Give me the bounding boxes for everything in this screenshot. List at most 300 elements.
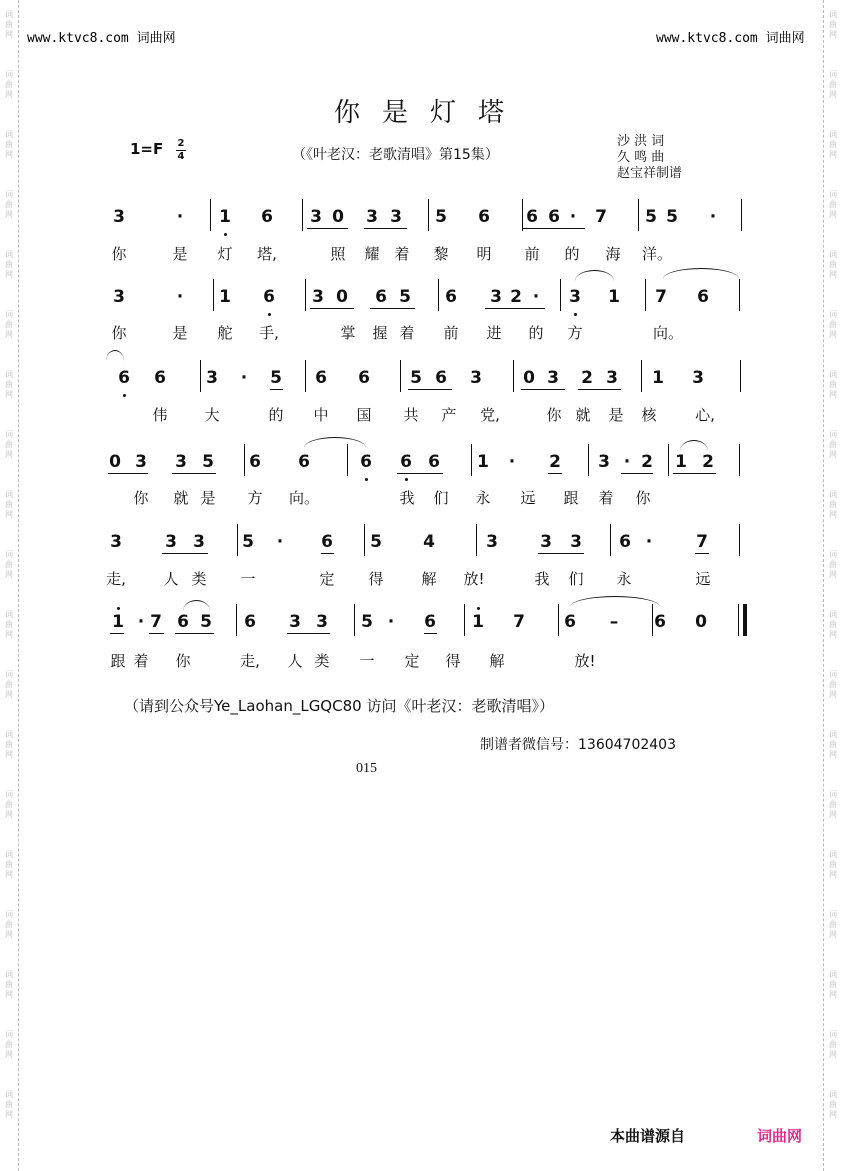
lyric-3-11: 是 — [608, 406, 624, 424]
lyric-4-11: 着 — [598, 489, 614, 507]
note-1-16: 5 — [666, 207, 678, 227]
lyric-6-5: 人 — [287, 652, 303, 670]
eighth-underline — [172, 473, 216, 474]
eighth-underline — [149, 633, 164, 634]
lyric-6-2: 着 — [133, 652, 149, 670]
watermark-text: 词 曲 网 — [5, 310, 13, 339]
note-4-3: 3 — [175, 452, 187, 472]
watermark-text: 词 曲 网 — [829, 1090, 837, 1119]
bar-line — [305, 279, 306, 311]
note-2-12: · — [532, 287, 540, 307]
tie-arc — [663, 268, 739, 279]
bar-line — [740, 360, 741, 392]
note-2-5: 3 — [312, 287, 324, 307]
note-4-14: · — [623, 452, 631, 472]
note-4-5: 6 — [249, 452, 261, 472]
note-1-3: 1 — [219, 207, 231, 227]
key-signature: 1=F — [130, 140, 164, 158]
bar-line — [560, 279, 561, 311]
lyric-6-9: 得 — [445, 652, 461, 670]
note-6-1: 1 — [112, 612, 124, 632]
note-5-12: 6 — [619, 532, 631, 552]
lyric-2-3: 舵 — [217, 324, 233, 342]
note-5-11: 3 — [570, 532, 582, 552]
note-2-2: · — [176, 287, 184, 307]
lyric-5-12: 远 — [695, 570, 711, 588]
tie-arc — [304, 437, 366, 448]
note-5-4: 5 — [242, 532, 254, 552]
watermark-text: 词 曲 网 — [829, 310, 837, 339]
lyric-3-7: 产 — [441, 406, 457, 424]
lyric-6-6: 类 — [314, 652, 330, 670]
lyric-5-8: 放! — [463, 570, 485, 588]
note-5-7: 5 — [370, 532, 382, 552]
watermark-text: 词 曲 网 — [5, 190, 13, 219]
watermark-text: 词 曲 网 — [5, 10, 13, 39]
note-1-4: 6 — [261, 207, 273, 227]
lyric-2-11: 方 — [567, 324, 583, 342]
note-6-10: · — [387, 612, 395, 632]
watermark-text: 词 曲 网 — [5, 850, 13, 879]
eighth-underline — [408, 389, 452, 390]
arranger-wechat: 制谱者微信号：13604702403 — [480, 737, 676, 753]
site-header-left[interactable]: www.ktvc8.com 词曲网 — [27, 31, 176, 46]
watermark-text: 词 曲 网 — [5, 1090, 13, 1119]
note-3-11: 0 — [523, 368, 535, 388]
lyric-4-12: 你 — [635, 489, 651, 507]
note-5-1: 3 — [110, 532, 122, 552]
lyric-2-12: 向。 — [652, 324, 684, 342]
eighth-underline — [364, 228, 407, 229]
note-5-2: 3 — [165, 532, 177, 552]
song-title: 你是灯塔 — [333, 98, 526, 128]
eighth-underline — [307, 228, 348, 229]
note-3-12: 3 — [547, 368, 559, 388]
lyric-5-4: 一 — [240, 570, 256, 588]
tie-arc — [106, 350, 124, 361]
note-6-15: – — [609, 612, 619, 632]
note-5-3: 3 — [193, 532, 205, 552]
note-3-7: 6 — [358, 368, 370, 388]
watermark-text: 词 曲 网 — [5, 70, 13, 99]
watermark-text: 词 曲 网 — [829, 1030, 837, 1059]
watermark-text: 词 曲 网 — [829, 490, 837, 519]
bar-line — [200, 360, 201, 392]
eighth-underline — [310, 308, 354, 309]
lyric-3-12: 核 — [641, 406, 657, 424]
watermark-text: 词 曲 网 — [5, 610, 13, 639]
note-4-16: 1 — [675, 452, 687, 472]
time-signature — [176, 139, 186, 162]
watermark-text: 词 曲 网 — [829, 430, 837, 459]
lyric-4-7: 们 — [433, 489, 449, 507]
lyric-5-10: 们 — [568, 570, 584, 588]
note-6-8: 3 — [316, 612, 328, 632]
lyric-2-2: 是 — [172, 324, 188, 342]
site-header-right[interactable]: www.ktvc8.com 词曲网 — [656, 31, 805, 46]
note-3-6: 6 — [315, 368, 327, 388]
lyric-4-5: 向。 — [288, 489, 320, 507]
lyric-3-1: 伟 — [152, 406, 168, 424]
watermark-text: 词 曲 网 — [829, 10, 837, 39]
lyric-4-9: 远 — [520, 489, 536, 507]
bar-line — [237, 524, 238, 556]
lyric-1-13: 洋。 — [641, 245, 673, 263]
note-4-7: 6 — [360, 452, 372, 472]
watermark-text: 词 曲 网 — [5, 790, 13, 819]
bar-line — [428, 199, 429, 231]
note-4-2: 3 — [135, 452, 147, 472]
eighth-underline — [485, 308, 545, 309]
lyric-1-2: 是 — [172, 245, 188, 263]
bar-line — [668, 444, 669, 476]
bar-line — [213, 279, 214, 311]
note-6-7: 3 — [289, 612, 301, 632]
note-6-6: 6 — [244, 612, 256, 632]
bar-line — [739, 524, 740, 556]
note-4-13: 3 — [598, 452, 610, 472]
watermark-text: 词 曲 网 — [5, 490, 13, 519]
bar-line — [739, 279, 740, 311]
note-1-12: 6 — [548, 207, 560, 227]
note-1-17: · — [709, 207, 717, 227]
eighth-underline — [270, 389, 283, 390]
lyric-3-3: 的 — [268, 406, 284, 424]
note-1-8: 3 — [390, 207, 402, 227]
lyricist-credit: 沙 洪 词 — [617, 134, 665, 149]
lyric-4-4: 方 — [247, 489, 263, 507]
lyric-2-10: 的 — [528, 324, 544, 342]
lyric-1-6: 耀 — [364, 245, 380, 263]
note-5-14: 7 — [696, 532, 708, 552]
note-3-5: 5 — [270, 368, 282, 388]
low-octave-dot — [268, 313, 271, 316]
eighth-underline — [108, 473, 148, 474]
bar-line — [645, 279, 646, 311]
watermark-text: 词 曲 网 — [829, 190, 837, 219]
note-4-1: 0 — [109, 452, 121, 472]
eighth-underline — [110, 633, 124, 634]
note-4-11: · — [508, 452, 516, 472]
note-4-12: 2 — [549, 452, 561, 472]
note-3-3: 3 — [206, 368, 218, 388]
lyric-6-4: 走, — [240, 652, 260, 670]
eighth-underline — [673, 473, 716, 474]
bar-line — [652, 604, 653, 636]
note-2-13: 3 — [569, 287, 581, 307]
lyric-2-7: 着 — [399, 324, 415, 342]
lyric-5-3: 类 — [191, 570, 207, 588]
lyric-5-1: 走, — [106, 570, 126, 588]
note-6-14: 6 — [564, 612, 576, 632]
tie-arc — [680, 440, 708, 451]
note-3-2: 6 — [154, 368, 166, 388]
lyric-4-8: 永 — [475, 489, 491, 507]
note-6-3: 7 — [150, 612, 162, 632]
note-6-9: 5 — [361, 612, 373, 632]
lyric-2-5: 掌 — [340, 324, 356, 342]
lyric-1-7: 着 — [394, 245, 410, 263]
lyric-3-5: 国 — [356, 406, 372, 424]
bar-line — [210, 199, 211, 231]
lyric-5-7: 解 — [421, 570, 437, 588]
watermark-text: 词 曲 网 — [829, 550, 837, 579]
eighth-underline — [370, 308, 415, 309]
lyric-2-4: 手, — [259, 324, 279, 342]
note-2-8: 5 — [399, 287, 411, 307]
lyric-5-2: 人 — [163, 570, 179, 588]
bar-line — [236, 604, 237, 636]
watermark-text: 词 曲 网 — [829, 790, 837, 819]
lyric-3-4: 中 — [313, 406, 329, 424]
lyric-3-2: 大 — [204, 406, 220, 424]
note-4-17: 2 — [702, 452, 714, 472]
note-2-7: 6 — [375, 287, 387, 307]
bar-line — [400, 360, 401, 392]
note-1-9: 5 — [435, 207, 447, 227]
bar-line — [513, 360, 514, 392]
note-5-9: 3 — [486, 532, 498, 552]
watermark-text: 词 曲 网 — [5, 1030, 13, 1059]
note-3-13: 2 — [581, 368, 593, 388]
eighth-underline — [621, 473, 653, 474]
note-1-7: 3 — [366, 207, 378, 227]
bar-line — [471, 444, 472, 476]
low-octave-dot — [365, 478, 368, 481]
low-octave-dot — [224, 233, 227, 236]
lyric-4-10: 跟 — [563, 489, 579, 507]
note-3-14: 3 — [606, 368, 618, 388]
bar-line — [438, 279, 439, 311]
tie-arc — [183, 600, 210, 611]
bar-line — [354, 604, 355, 636]
lyric-1-4: 塔, — [257, 245, 277, 263]
lyric-3-8: 党, — [480, 406, 500, 424]
eighth-underline — [424, 633, 437, 634]
note-4-9: 6 — [428, 452, 440, 472]
eighth-underline — [521, 389, 565, 390]
note-6-12: 1 — [472, 612, 484, 632]
bar-line — [741, 199, 742, 231]
lyric-1-10: 前 — [524, 245, 540, 263]
watermark-text: 词 曲 网 — [5, 550, 13, 579]
note-6-2: · — [137, 612, 145, 632]
bar-line — [641, 360, 642, 392]
episode-subtitle: （《叶老汉：老歌清唱》第15集） — [292, 147, 499, 163]
composer-credit: 久 鸣 曲 — [617, 150, 665, 165]
note-3-8: 5 — [410, 368, 422, 388]
bar-line — [347, 444, 348, 476]
note-2-11: 2 — [510, 287, 522, 307]
bar-line — [364, 524, 365, 556]
bar-line — [638, 199, 639, 231]
note-1-11: 6 — [526, 207, 538, 227]
note-3-9: 6 — [435, 368, 447, 388]
eighth-underline — [175, 633, 214, 634]
note-4-10: 1 — [477, 452, 489, 472]
watermark-text: 词 曲 网 — [5, 130, 13, 159]
note-3-1: 6 — [118, 368, 130, 388]
note-1-2: · — [176, 207, 184, 227]
watermark-text: 词 曲 网 — [5, 910, 13, 939]
time-top: 2 — [177, 138, 185, 149]
lyric-3-6: 共 — [403, 406, 419, 424]
eighth-underline — [538, 553, 584, 554]
final-thin-bar — [738, 604, 739, 636]
note-2-10: 3 — [490, 287, 502, 307]
note-6-16: 6 — [654, 612, 666, 632]
lyric-5-6: 得 — [368, 570, 384, 588]
note-3-16: 3 — [692, 368, 704, 388]
watermark-text: 词 曲 网 — [5, 970, 13, 999]
lyric-6-8: 定 — [404, 652, 420, 670]
watermark-text: 词 曲 网 — [829, 130, 837, 159]
note-2-9: 6 — [445, 287, 457, 307]
note-2-14: 1 — [608, 287, 620, 307]
watermark-text: 词 曲 网 — [829, 250, 837, 279]
lyric-3-10: 就 — [575, 406, 591, 424]
note-2-15: 7 — [655, 287, 667, 307]
note-4-6: 6 — [298, 452, 310, 472]
bar-line — [522, 199, 523, 231]
low-octave-dot — [405, 478, 408, 481]
note-2-16: 6 — [697, 287, 709, 307]
note-1-5: 3 — [310, 207, 322, 227]
lyric-6-3: 你 — [175, 652, 191, 670]
note-3-15: 1 — [652, 368, 664, 388]
lyric-1-5: 照 — [330, 245, 346, 263]
high-octave-dot — [117, 607, 120, 610]
note-1-1: 3 — [113, 207, 125, 227]
lyric-2-9: 进 — [486, 324, 502, 342]
lyric-5-5: 定 — [319, 570, 335, 588]
watermark-text: 词 曲 网 — [5, 730, 13, 759]
bar-line — [739, 444, 740, 476]
source-label: 本曲谱源自 — [610, 1127, 686, 1145]
eighth-underline — [162, 553, 208, 554]
watermark-text: 词 曲 网 — [5, 250, 13, 279]
watermark-text: 词 曲 网 — [829, 670, 837, 699]
watermark-text: 词 曲 网 — [829, 70, 837, 99]
note-1-13: · — [569, 207, 577, 227]
watermark-text: 词 曲 网 — [829, 850, 837, 879]
note-1-14: 7 — [595, 207, 607, 227]
source-brand-link[interactable]: 词曲网 — [757, 1127, 803, 1145]
watermark-text: 词 曲 网 — [5, 370, 13, 399]
note-1-15: 5 — [645, 207, 657, 227]
watermark-text: 词 曲 网 — [5, 430, 13, 459]
lyric-4-2: 就 — [173, 489, 189, 507]
bar-line — [558, 604, 559, 636]
lyric-3-9: 你 — [546, 406, 562, 424]
note-4-8: 6 — [400, 452, 412, 472]
lyric-4-3: 是 — [200, 489, 216, 507]
eighth-underline — [287, 633, 330, 634]
watermark-text: 词 曲 网 — [5, 670, 13, 699]
bar-line — [305, 360, 306, 392]
arranger-credit: 赵宝祥制谱 — [617, 166, 683, 181]
note-6-4: 6 — [177, 612, 189, 632]
watermark-text: 词 曲 网 — [829, 970, 837, 999]
bar-line — [302, 199, 303, 231]
lyric-1-9: 明 — [476, 245, 492, 263]
time-bottom: 4 — [177, 151, 185, 162]
note-3-10: 3 — [470, 368, 482, 388]
note-2-3: 1 — [219, 287, 231, 307]
tie-arc — [575, 270, 614, 281]
eighth-underline — [578, 389, 621, 390]
tie-arc — [570, 596, 660, 607]
note-6-17: 0 — [695, 612, 707, 632]
note-6-5: 5 — [200, 612, 212, 632]
high-octave-dot — [477, 607, 480, 610]
public-account-note: （请到公众号Ye_Laohan_LGQC80 访问《叶老汉：老歌清唱》） — [124, 697, 554, 715]
note-5-10: 3 — [540, 532, 552, 552]
note-4-4: 5 — [202, 452, 214, 472]
low-octave-dot — [574, 313, 577, 316]
note-4-15: 2 — [641, 452, 653, 472]
eighth-underline — [695, 553, 709, 554]
bar-line — [464, 604, 465, 636]
note-2-6: 0 — [336, 287, 348, 307]
note-5-5: · — [276, 532, 284, 552]
eighth-underline — [321, 553, 334, 554]
lyric-5-9: 我 — [534, 570, 550, 588]
lyric-4-1: 你 — [133, 489, 149, 507]
lyric-1-3: 灯 — [217, 245, 233, 263]
lyric-6-11: 放! — [574, 652, 596, 670]
lyric-4-6: 我 — [399, 489, 415, 507]
lyric-1-1: 你 — [111, 245, 127, 263]
lyric-2-1: 你 — [111, 324, 127, 342]
bar-line — [244, 444, 245, 476]
note-6-13: 7 — [513, 612, 525, 632]
lyric-6-7: 一 — [359, 652, 375, 670]
lyric-1-11: 的 — [564, 245, 580, 263]
note-5-6: 6 — [321, 532, 333, 552]
lyric-6-10: 解 — [489, 652, 505, 670]
watermark-text: 词 曲 网 — [829, 370, 837, 399]
note-3-4: · — [240, 368, 248, 388]
lyric-5-11: 永 — [616, 570, 632, 588]
page-number: 015 — [356, 761, 377, 776]
note-1-10: 6 — [478, 207, 490, 227]
note-5-13: · — [645, 532, 653, 552]
bar-line — [610, 524, 611, 556]
watermark-text: 词 曲 网 — [829, 610, 837, 639]
note-2-4: 6 — [263, 287, 275, 307]
final-thick-bar — [743, 604, 747, 636]
note-1-6: 0 — [332, 207, 344, 227]
note-5-8: 4 — [423, 532, 435, 552]
lyric-6-1: 跟 — [110, 652, 126, 670]
lyric-1-8: 黎 — [433, 245, 449, 263]
eighth-underline — [523, 228, 585, 229]
bar-line — [476, 524, 477, 556]
lyric-2-6: 握 — [372, 324, 388, 342]
bar-line — [588, 444, 589, 476]
watermark-text: 词 曲 网 — [829, 730, 837, 759]
low-octave-dot — [123, 394, 126, 397]
eighth-underline — [548, 473, 562, 474]
eighth-underline — [397, 473, 443, 474]
lyric-2-8: 前 — [443, 324, 459, 342]
lyric-3-13: 心, — [695, 406, 715, 424]
note-6-11: 6 — [424, 612, 436, 632]
watermark-text: 词 曲 网 — [829, 910, 837, 939]
note-2-1: 3 — [113, 287, 125, 307]
lyric-1-12: 海 — [605, 245, 621, 263]
